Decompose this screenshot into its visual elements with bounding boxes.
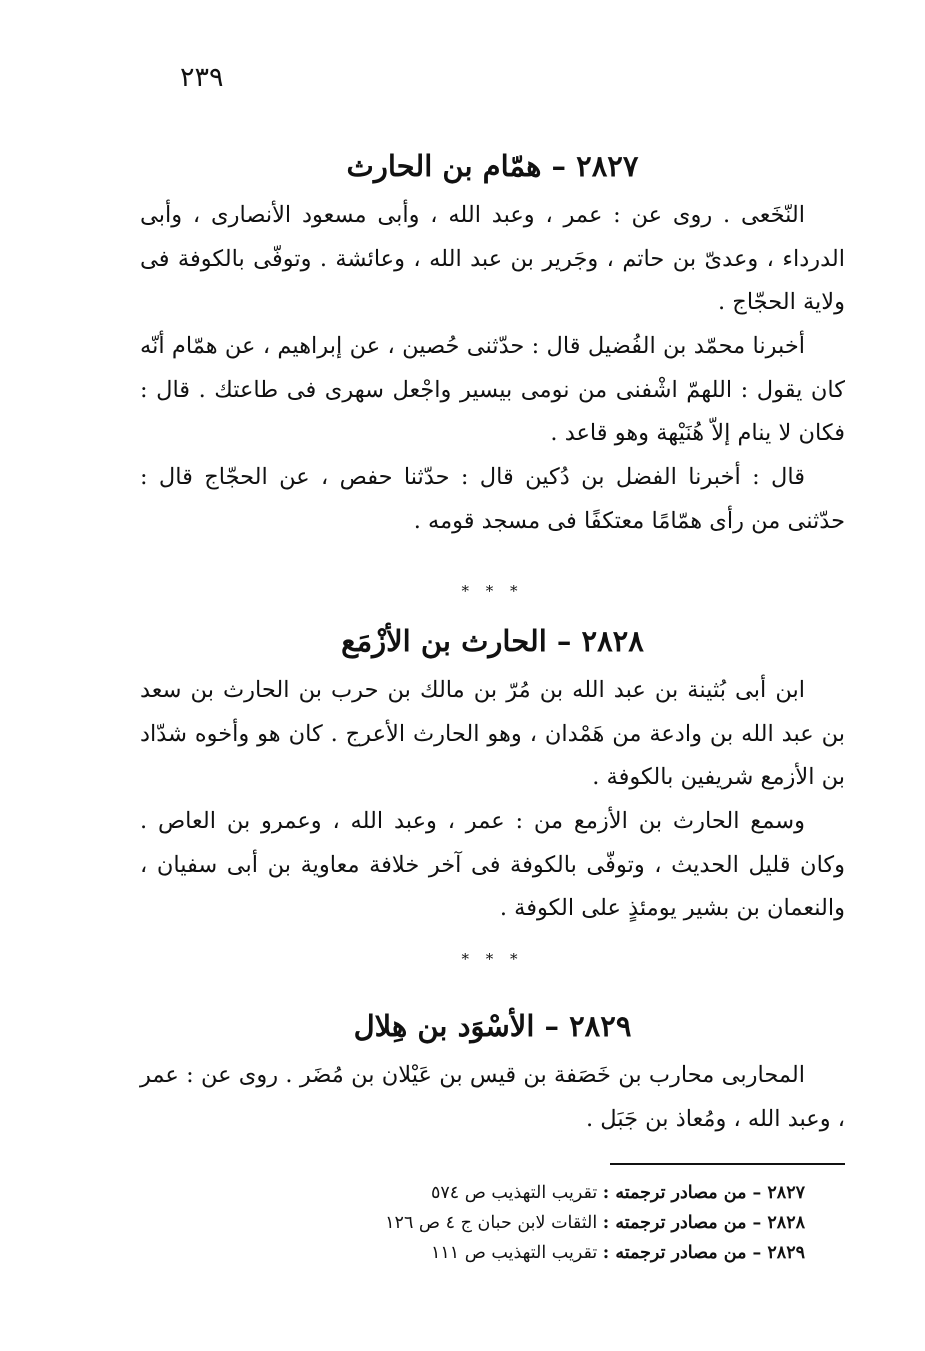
entry-2828-paragraph-1: ابن أبى بُثينة بن عبد الله بن مُرّ بن مالك بن حرب بن الحارث بن سعد بن عبد الله بن وادعة من هَمْدان ، وهو الحارث الأعرج . كان هو وأخوه شدّاد بن الأزمع شريفين بالكوفة .: [140, 677, 845, 790]
entry-title-2829: ٢٨٢٩ – الأسْوَد بن هِلال: [353, 1009, 632, 1043]
entry-2827-paragraph-1: النّخَعى . روى عن : عمر ، وعبد الله ، وأبى مسعود الأنصارى ، وأبى الدرداء ، وعدىّ بن حاتم ، وجَرير بن عبد الله ، وعائشة . وتوفّى بالكوفة فى ولاية الحجّاج .: [140, 202, 845, 315]
entry-2829-paragraph-1: المحاربى محارب بن خَصَفة بن قيس بن عَيْلان بن مُضَر . روى عن : عمر ، وعبد الله ، ومُعاذ بن جَبَل .: [140, 1062, 845, 1132]
entry-2827-paragraph-3: قال : أخبرنا الفضل بن دُكين قال : حدّثنا حفص ، عن الحجّاج قال : حدّثنى من رأى همّامًا معتكفًا فى مسجد قومه .: [140, 464, 845, 534]
footnote-rule: [610, 1163, 845, 1165]
section-separator: * * *: [461, 582, 524, 600]
footnotes: [140, 1178, 805, 1268]
book-page: [140, 0, 845, 1351]
entry-2828-paragraph-2: وسمع الحارث بن الأزمع من : عمر ، وعبد الله ، وعمرو بن العاص . وكان قليل الحديث ، وتوفّى بالكوفة فى آخر خلافة معاوية بن أبى سفيان ، والنعمان بن بشير يومئذٍ على الكوفة .: [140, 808, 845, 921]
entry-title-2827: ٢٨٢٧ – همّام بن الحارث: [346, 149, 639, 183]
entry-title-2828: ٢٨٢٨ – الحارث بن الأزْمَع: [341, 624, 644, 658]
footnote-2827: ٢٨٢٧ – من مصادر ترجمته : تقريب التهذيب ص ٥٧٤: [430, 1183, 805, 1203]
page-number: ٢٣٩: [180, 62, 224, 93]
footnote-2829: ٢٨٢٩ – من مصادر ترجمته : تقريب التهذيب ص ١١١: [430, 1243, 805, 1263]
entry-2827-paragraph-2: أخبرنا محمّد بن الفُضيل قال : حدّثنى حُصين ، عن إبراهيم ، عن همّام أنّه كان يقول : اللهمّ اشْفنى من نومى بيسير واجْعل سهرى فى طاعتك . قال : فكان لا ينام إلاّ هُنَيْهة وهو قاعد .: [140, 333, 845, 446]
section-separator: * * *: [461, 950, 524, 968]
footnote-2828: ٢٨٢٨ – من مصادر ترجمته : الثقات لابن حبان ج ٤ ص ١٢٦: [385, 1213, 805, 1233]
